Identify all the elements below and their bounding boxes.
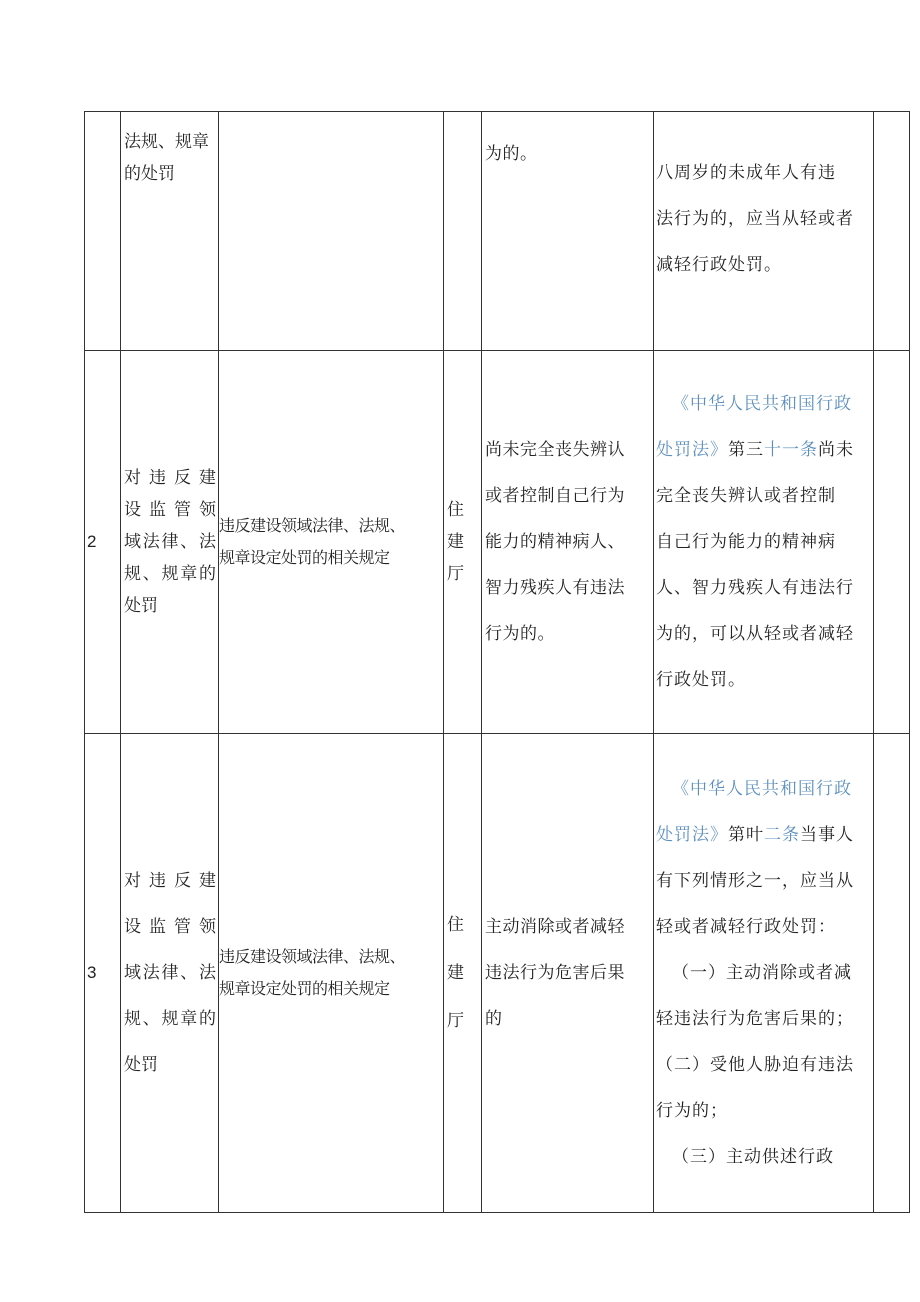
category-cell: 法规、规章 的处罚 (121, 112, 219, 351)
category-cell: 对违反建 设监管领 域法律、法 规、规章的 处罚 (121, 351, 219, 734)
table-row (85, 112, 910, 351)
law-cell: 《中华人民共和国行政 处罚法》第叶二条当事人 有下列情形之一，应当从 轻或者减轻行政处罚： （一）主动消除或者减 轻违法行为危害后果的； （二）受他人胁迫有违法 行为的； （三）主动供述行政 (654, 734, 874, 1213)
remark-cell (874, 112, 910, 351)
table-row (85, 351, 910, 734)
row-number: 2 (85, 351, 121, 734)
basis-cell: 违反建设领域法律、法规、 规章设定处罚的相关规定 (219, 734, 444, 1213)
remark-cell (874, 734, 910, 1213)
dept-cell (444, 112, 482, 351)
basis-cell (219, 112, 444, 351)
law-cell: 八周岁的未成年人有违 法行为的，应当从轻或者 减轻行政处罚。 (654, 112, 874, 351)
penalty-table (84, 111, 910, 1213)
situation-cell: 尚未完全丧失辨认 或者控制自己行为 能力的精神病人、 智力残疾人有违法 行为的。 (482, 351, 654, 734)
row-number: 3 (85, 734, 121, 1213)
row-number (85, 112, 121, 351)
remark-cell (874, 351, 910, 734)
situation-cell: 为的。 (482, 112, 654, 351)
category-cell: 对违反建 设监管领 域法律、法 规、规章的 处罚 (121, 734, 219, 1213)
basis-cell: 违反建设领域法律、法规、 规章设定处罚的相关规定 (219, 351, 444, 734)
dept-cell: 住 建 厅 (444, 734, 482, 1213)
situation-cell: 主动消除或者减轻 违法行为危害后果 的 (482, 734, 654, 1213)
law-cell: 《中华人民共和国行政 处罚法》第三十一条尚未 完全丧失辨认或者控制 自己行为能力的精神病 人、智力残疾人有违法行 为的，可以从轻或者减轻 行政处罚。 (654, 351, 874, 734)
dept-cell: 住 建 厅 (444, 351, 482, 734)
table-row (85, 734, 910, 1213)
